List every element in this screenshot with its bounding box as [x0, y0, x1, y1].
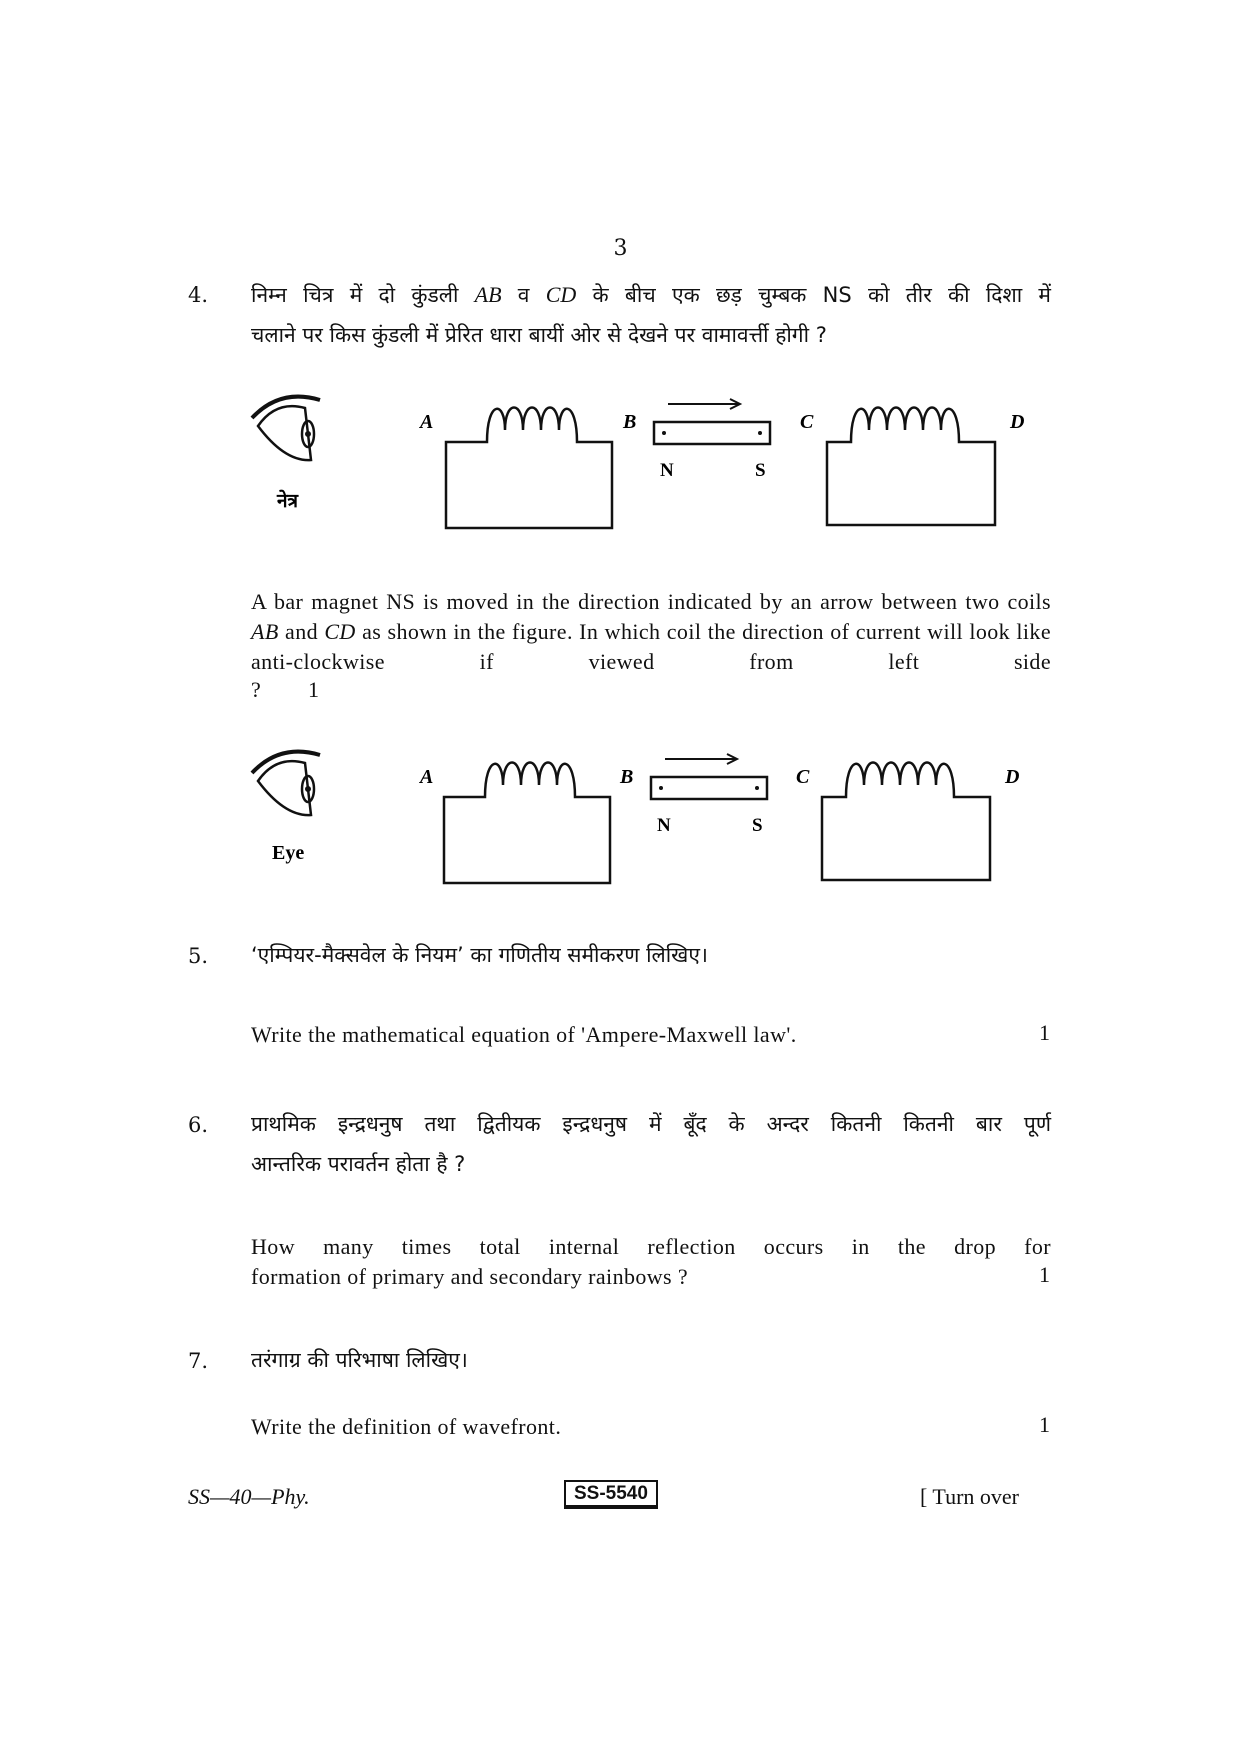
question-5-marks: 1: [1039, 1020, 1050, 1045]
coil-ab: [446, 408, 612, 529]
coil-cd: [827, 408, 995, 526]
question-4-number: 4.: [188, 283, 209, 307]
question-6-hindi-line2: आन्तरिक परावर्तन होता है ?: [251, 1152, 466, 1176]
magnet-label-s: S: [752, 815, 763, 836]
question-4-hindi-line2: चलाने पर किस कुंडली में प्रेरित धारा बायीं ओर से देखने पर वामावर्त्ती होगी ?: [251, 323, 827, 347]
question-6-marks: 1: [1039, 1262, 1050, 1287]
coil-label-b: B: [623, 411, 637, 433]
question-7-english: Write the definition of wavefront.: [251, 1414, 562, 1439]
question-6-english-line2: formation of primary and secondary rainbows ?: [251, 1264, 689, 1289]
magnet-label-n: N: [660, 460, 674, 481]
bar-magnet: [651, 754, 767, 799]
eye-icon: [252, 752, 320, 816]
figure-coils-magnet-hindi: [240, 390, 1040, 540]
question-6-hindi-line1: प्राथमिक इन्द्रधनुष तथा द्वितीयक इन्द्रधनुष में बूँद के अन्दर कितनी कितनी बार पूर्ण: [251, 1112, 1051, 1136]
question-4-english-qmark: ?: [251, 677, 261, 702]
question-5-english: Write the mathematical equation of 'Ampere-Maxwell law'.: [251, 1022, 797, 1047]
eye-label: नेत्र: [277, 490, 299, 512]
magnet-label-s: S: [755, 460, 766, 481]
question-6-number: 6.: [188, 1113, 209, 1137]
question-4-english: A bar magnet NS is moved in the direction indicated by an arrow between two coils AB and CD as shown in the figure. In which coil the direction of current will look like anti-clockwise if viewed from left side: [251, 589, 1051, 674]
page-number: 3: [613, 236, 628, 261]
question-6-english-line1: How many times total internal reflection occurs in the drop for: [251, 1234, 1051, 1259]
question-7-marks: 1: [1039, 1412, 1050, 1437]
question-7-number: 7.: [188, 1349, 209, 1373]
coil-cd: [822, 763, 990, 881]
coil-label-a: A: [420, 411, 434, 433]
coil-label-b: B: [620, 766, 634, 788]
question-5-hindi: ‘एम्पियर-मैक्सवेल के नियम’ का गणितीय समीकरण लिखिए।: [251, 943, 708, 967]
figure-coils-magnet-english: [240, 745, 1040, 895]
magnet-label-n: N: [657, 815, 671, 836]
question-4-hindi-line1: निम्न चित्र में दो कुंडली AB व CD के बीच एक छड़ चुम्बक NS को तीर की दिशा में: [251, 282, 1051, 307]
coil-label-d: D: [1010, 411, 1025, 433]
coil-label-a: A: [420, 766, 434, 788]
coil-label-c: C: [796, 766, 810, 788]
eye-icon: [252, 397, 320, 461]
coil-ab: [444, 763, 610, 884]
coil-label-d: D: [1005, 766, 1020, 788]
bar-magnet: [654, 399, 770, 444]
footer-subject-code: SS—40—Phy.: [188, 1484, 310, 1509]
footer-turn-over: [ Turn over: [920, 1484, 1020, 1509]
question-4-marks: 1: [308, 677, 319, 702]
question-7-hindi: तरंगाग्र की परिभाषा लिखिए।: [251, 1348, 468, 1372]
eye-label: Eye: [272, 842, 305, 864]
footer-paper-code: SS-5540: [564, 1480, 658, 1507]
question-5-number: 5.: [188, 944, 209, 968]
coil-label-c: C: [800, 411, 814, 433]
